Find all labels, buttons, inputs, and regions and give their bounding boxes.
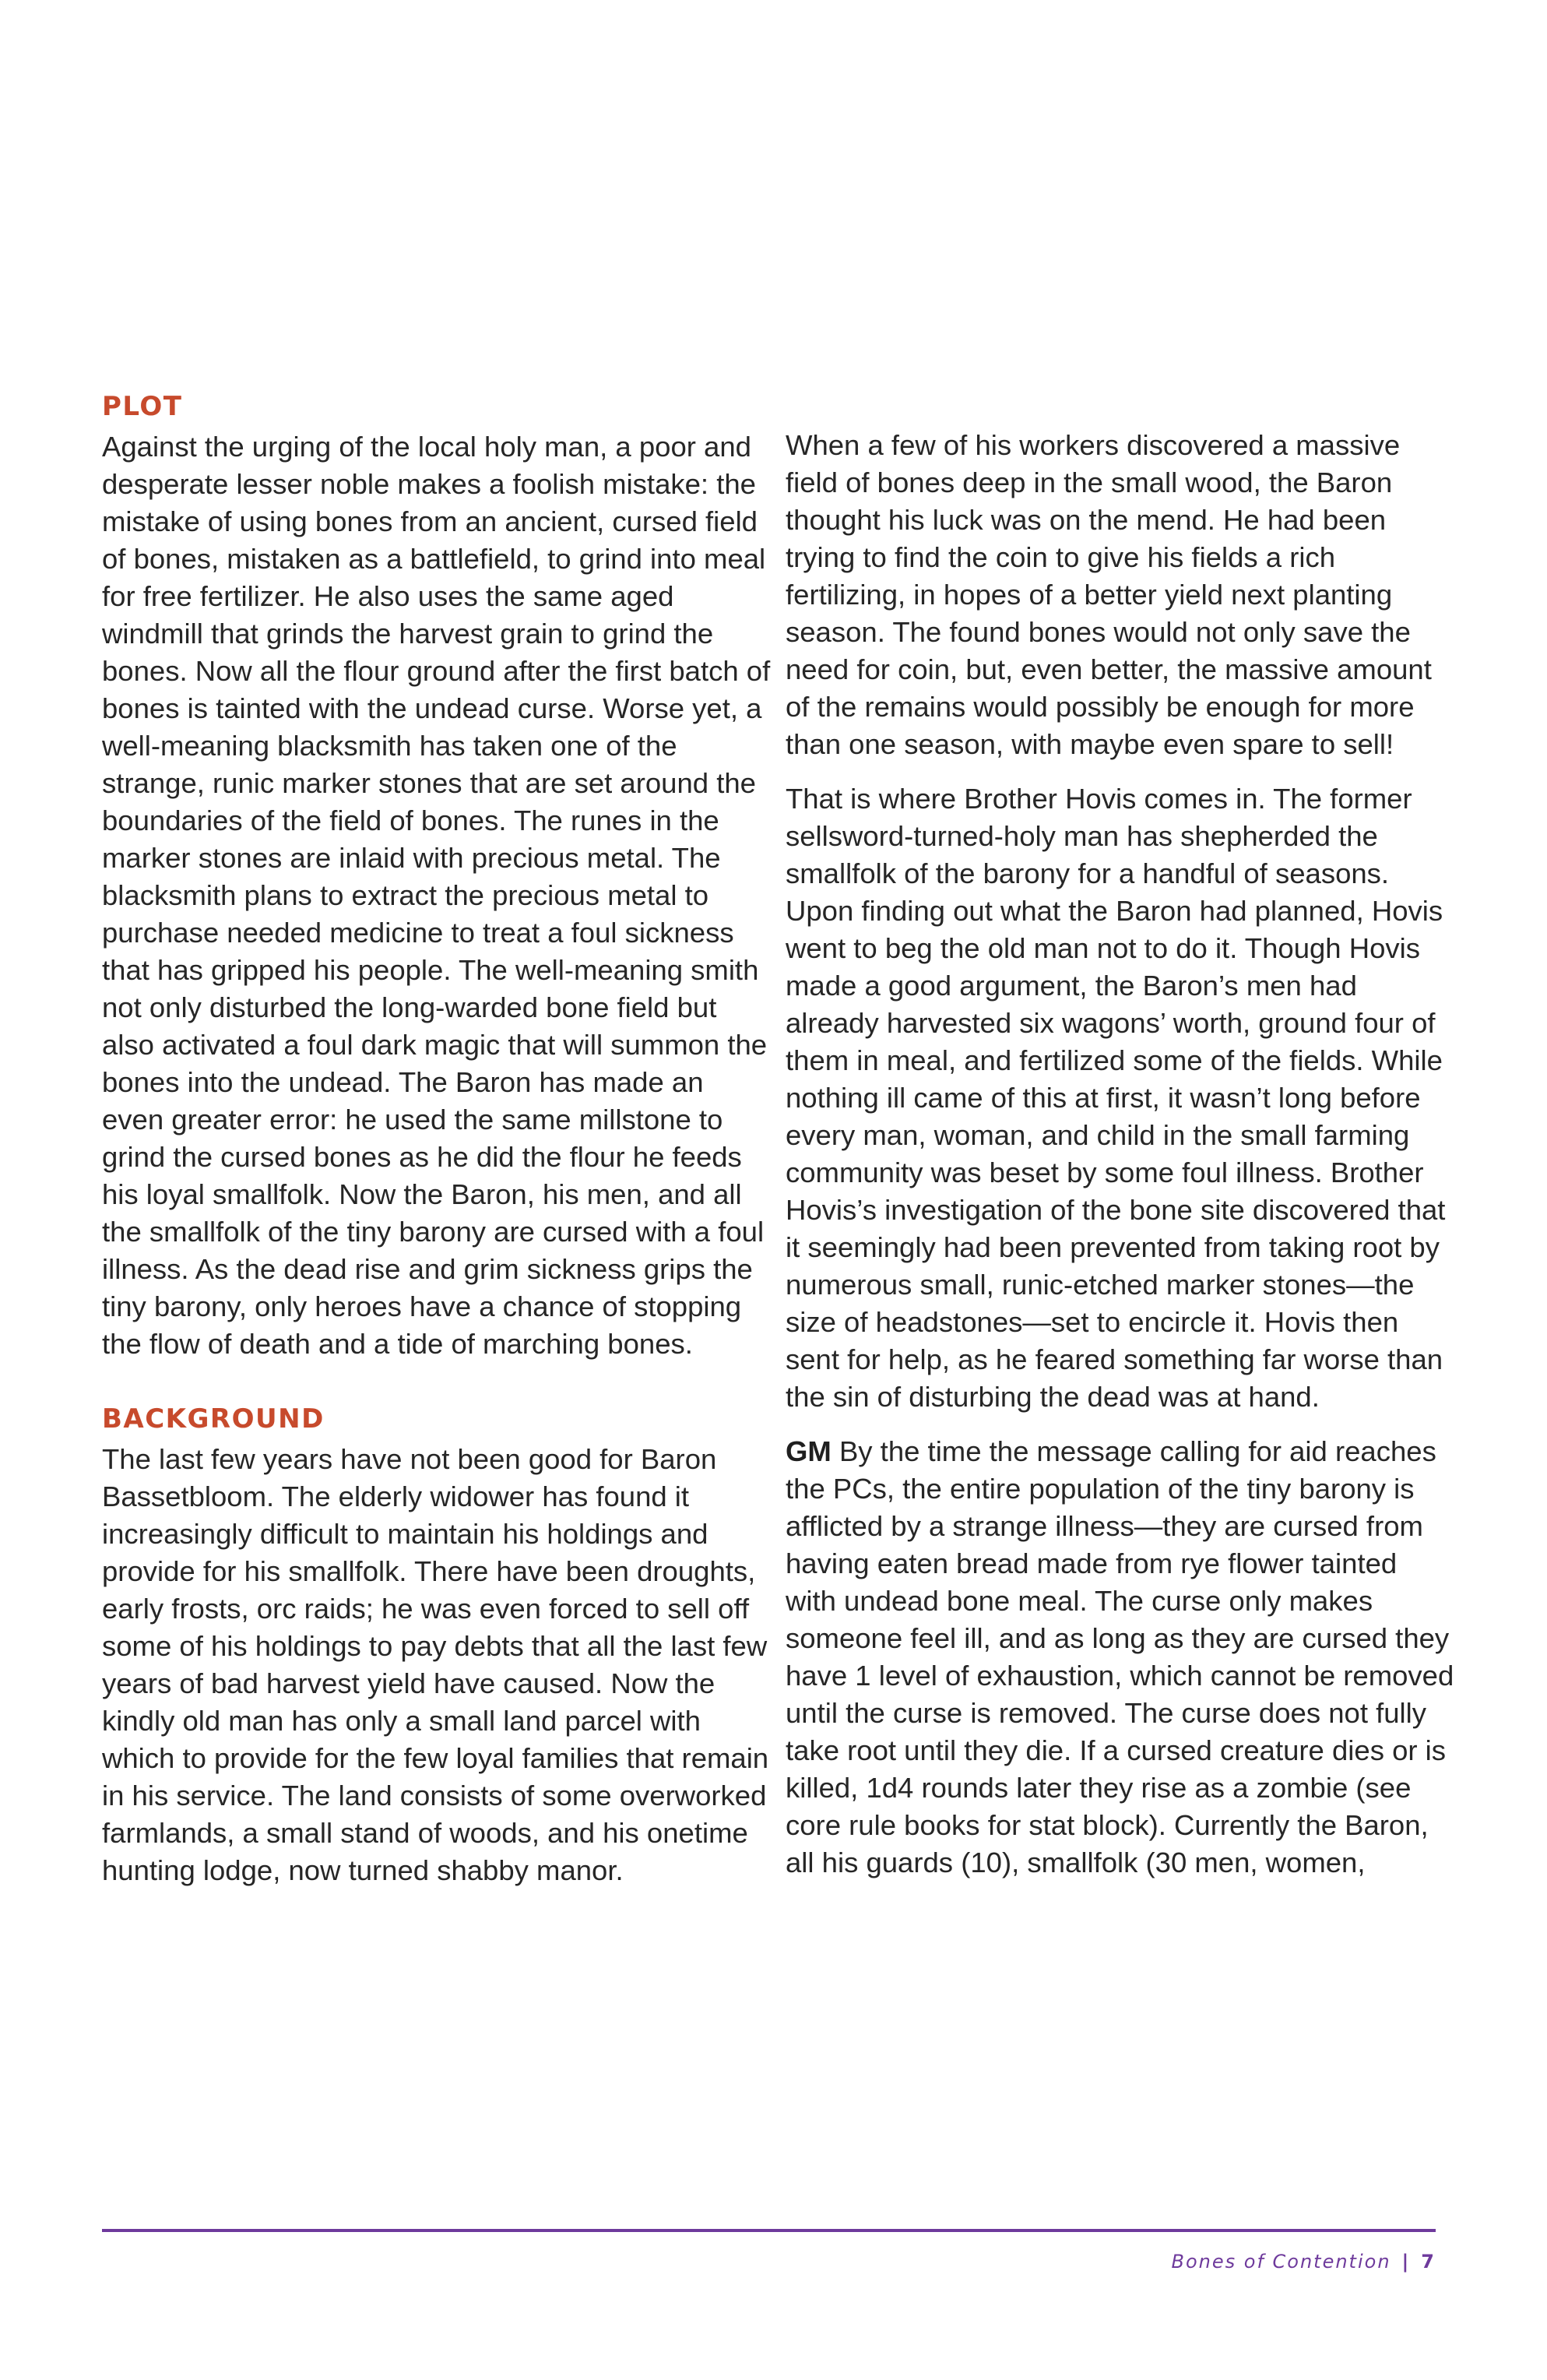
page-number: 7 (1421, 2251, 1436, 2273)
plot-paragraph: Against the urging of the local holy man, a poor and desperate lesser noble makes a foolish mistake: the mistake of using bones from an ancient, cursed field of bones, mistaken as a battlefield, to grind into meal for free fertilizer. He also uses the same aged windmill that grinds the harvest grain to grind the bones. Now all the flour ground after the first batch of bones is tainted with the undead curse. Worse yet, a well-meaning blacksmith has taken one of the strange, runic marker stones that are set around the boundaries of the field of bones. The runes in the marker stones are inlaid with precious metal. The blacksmith plans to extract the precious metal to purchase needed medicine to treat a foul sickness that has gripped his people. The well-meaning smith not only disturbed the long-warded bone field but also activated a foul dark magic that will summon the bones into the undead. The Baron has made an even greater error: he used the same millstone to grind the cursed bones as he did the flour he feeds his loyal smallfolk. Now the Baron, his men, and all the smallfolk of the tiny barony are cursed with a foul illness. As the dead rise and grim sickness grips the tiny barony, only heroes have a chance of stopping the flow of death and a tide of marching bones. (102, 431, 771, 1360)
gm-note-text: By the time the message calling for aid reaches the PCs, the entire population of the tiny barony is afflicted by a strange illness—they are cursed from having eaten bread made from rye flower tainted with undead bone meal. The curse only makes someone feel ill, and as long as they are cursed they have 1 level of exhaustion, which cannot be removed until the curse is removed. The curse does not fully take root until they die. If a cursed creature dies or is killed, 1d4 rounds later they rise as a zombie (see core rule books for stat block). Currently the Baron, all his guards (10), smallfolk (30 men, women, (786, 1435, 1454, 1878)
background-heading: BACKGROUND (102, 1403, 325, 1435)
bones-discovery-paragraph: When a few of his workers discovered a massive field of bones deep in the small wood, the Baron thought his luck was on the mend. He had been trying to find the coin to give his fields a rich fertilizing, in hopes of a better yield next planting season. The found bones would not only save the need for coin, but, even better, the massive amount of the remains would possibly be enough for more than one season, with maybe even spare to sell! (786, 429, 1432, 760)
footer-separator: | (1401, 2251, 1411, 2273)
book-title: Bones of Contention (1171, 2251, 1391, 2273)
right-column (786, 427, 1455, 1882)
brother-hovis-paragraph: That is where Brother Hovis comes in. The former sellsword-turned-holy man has shepherded the smallfolk of the barony for a handful of seasons. Upon finding out what the Baron had planned, Hovis went to beg the old man not to do it. Though Hovis made a good argument, the Baron’s men had already harvested six wagons’ worth, ground four of them in meal, and fertilized some of the fields. While nothing ill came of this at first, it wasn’t long before every man, woman, and child in the small farming community was beset by some foul illness. Brother Hovis’s investigation of the bone site discovered that it seemingly had been prevented from taking root by numerous small, runic-etched marker stones—the size of headstones—set to encircle it. Hovis then sent for help, as he feared something far worse than the sin of disturbing the dead was at hand. (786, 783, 1446, 1413)
footer-divider (102, 2229, 1436, 2232)
gm-note-paragraph (786, 1433, 1455, 1882)
background-paragraph: The last few years have not been good for Baron Bassetbloom. The elderly widower has found it increasingly difficult to maintain his holdings and provide for his smallfolk. There have been droughts, early frosts, orc raids; he was even forced to sell off some of his holdings to pay debts that all the last few years of bad harvest yield have caused. Now the kindly old man has only a small land parcel with which to provide for the few loyal families that remain in his service. The land consists of some overworked farmlands, a small stand of woods, and his onetime hunting lodge, now turned shabby manor. (102, 1443, 769, 1886)
plot-heading: PLOT (102, 391, 183, 422)
paragraph-spacer (786, 1416, 1455, 1433)
left-column (102, 388, 772, 1889)
section-spacer (102, 1363, 772, 1400)
page-footer (1172, 2249, 1436, 2274)
paragraph-spacer (786, 763, 1455, 780)
gm-label: GM (786, 1435, 832, 1467)
